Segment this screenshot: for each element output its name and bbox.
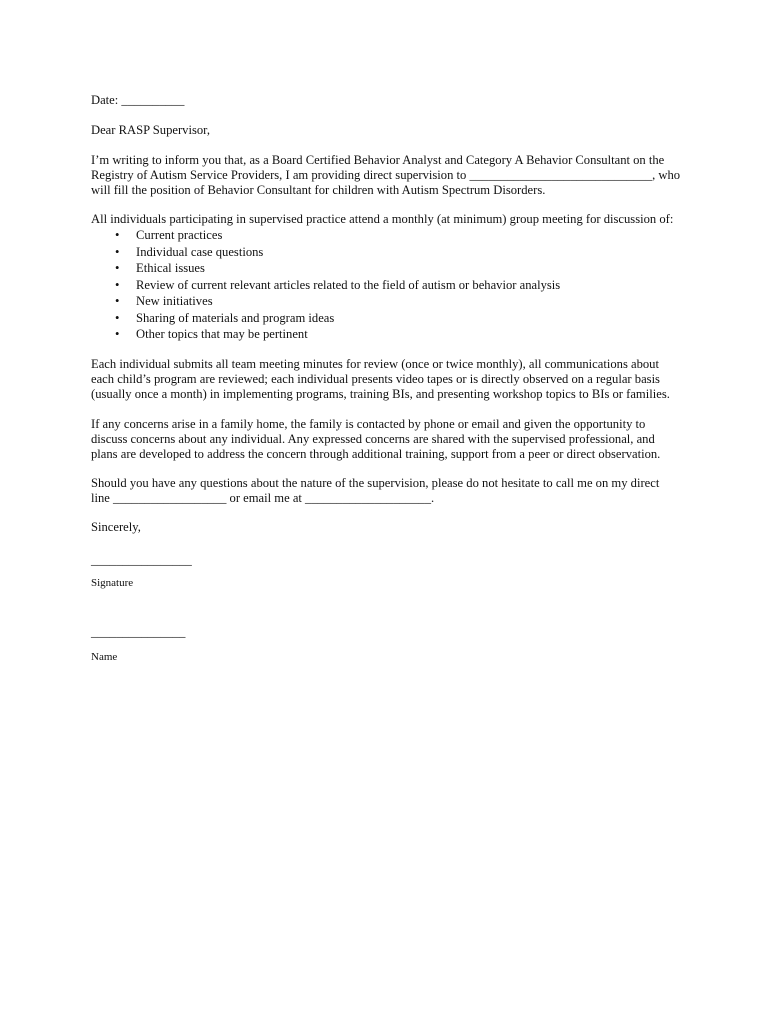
topic-item: • Current practices: [91, 227, 560, 244]
concerns-paragraph: [91, 417, 660, 462]
topic-item: • Other topics that may be pertinent: [91, 326, 560, 343]
name-line: _______________: [91, 625, 186, 639]
paragraph-line: line __________________ or email me at ____________________.: [91, 491, 435, 505]
topic-item: • Sharing of materials and program ideas: [91, 310, 560, 327]
topic-item: • New initiatives: [91, 293, 560, 310]
paragraph-line: (usually once a month) in implementing programs, training BIs, and presenting workshop topics to BIs or families.: [91, 387, 670, 401]
signature-label: Signature: [91, 577, 134, 589]
paragraph-line: Should you have any questions about the nature of the supervision, please do not hesitate to call me on my direct: [91, 476, 660, 490]
paragraph-line: discuss concerns about any individual. Any expressed concerns are shared with the supervised professional, and: [91, 432, 655, 446]
intro-paragraph: [91, 153, 680, 198]
date-line: Date: __________: [91, 93, 185, 107]
topic-item: • Individual case questions: [91, 244, 560, 261]
contact-paragraph: [91, 476, 659, 506]
paragraph-line: will fill the position of Behavior Consultant for children with Autism Spectrum Disorders.: [91, 183, 546, 197]
topics-list: [91, 227, 560, 343]
paragraph-line: Registry of Autism Service Providers, I am providing direct supervision to _____________________________, who: [91, 168, 681, 182]
paragraph-line: If any concerns arise in a family home, the family is contacted by phone or email and given the opportunity to: [91, 417, 646, 431]
paragraph-line: plans are developed to address the concern through additional training, support from a peer or direct observation.: [91, 447, 661, 461]
salutation: Dear RASP Supervisor,: [91, 123, 211, 137]
closing: Sincerely,: [91, 520, 141, 534]
paragraph-line: I’m writing to inform you that, as a Board Certified Behavior Analyst and Category A Behavior Consultant on the: [91, 153, 665, 167]
review-paragraph: [91, 357, 670, 402]
signature-line: ________________: [91, 553, 192, 567]
name-label: Name: [91, 651, 118, 663]
meeting-paragraph: All individuals participating in supervised practice attend a monthly (at minimum) group meeting for discussion of:: [91, 212, 674, 226]
paragraph-line: Each individual submits all team meeting minutes for review (once or twice monthly), all communications about: [91, 357, 659, 371]
paragraph-line: each child’s program are reviewed; each individual presents video tapes or is directly observed on a regular basis: [91, 372, 660, 386]
topic-item: • Ethical issues: [91, 260, 560, 277]
topic-item: • Review of current relevant articles related to the field of autism or behavior analysis: [91, 277, 560, 294]
